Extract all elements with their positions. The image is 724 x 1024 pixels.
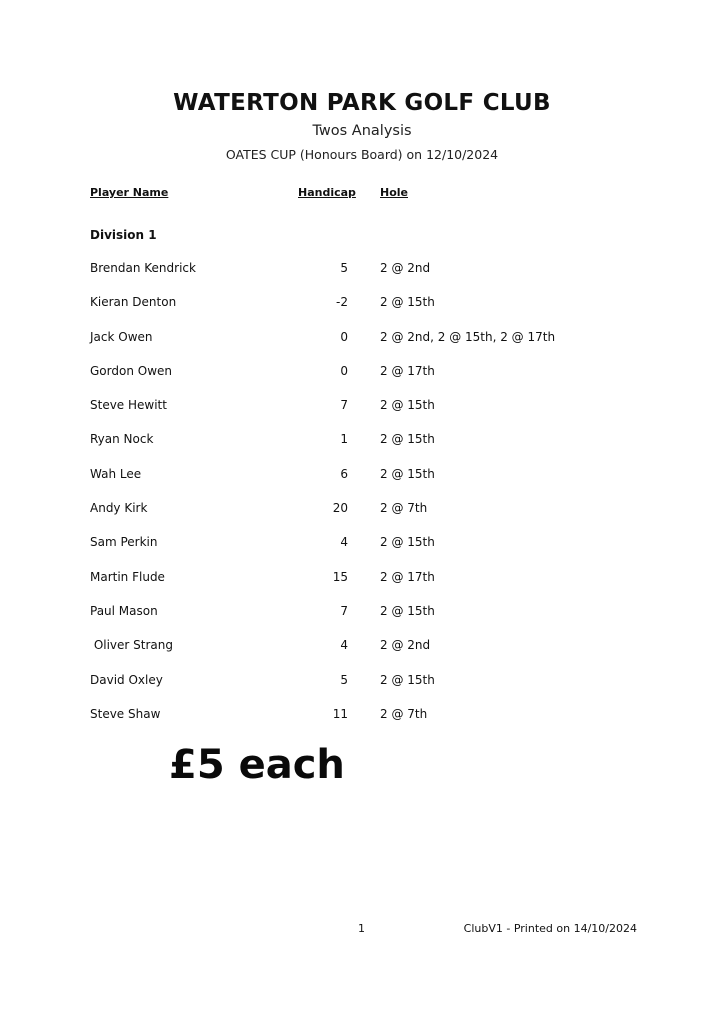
page-number: 1 <box>358 922 365 935</box>
player-list <box>0 259 724 739</box>
player-row <box>0 465 724 499</box>
player-handicap: 6 <box>340 466 348 481</box>
player-handicap: 0 <box>340 363 348 378</box>
player-row <box>0 671 724 705</box>
player-handicap: -2 <box>336 295 348 310</box>
player-row <box>0 602 724 636</box>
player-row <box>0 362 724 396</box>
player-hole: 2 @ 15th <box>380 295 435 310</box>
player-handicap: 15 <box>332 569 348 584</box>
player-name: Oliver Strang <box>90 638 173 653</box>
player-hole: 2 @ 15th <box>380 603 435 618</box>
fee-note: £5 each <box>169 742 345 788</box>
event-info: OATES CUP (Honours Board) on 12/10/2024 <box>225 147 499 162</box>
player-hole: 2 @ 15th <box>380 432 435 447</box>
player-name: Gordon Owen <box>90 363 172 378</box>
player-hole: 2 @ 7th <box>380 706 428 721</box>
player-handicap: 5 <box>340 672 348 687</box>
player-hole: 2 @ 15th <box>380 398 435 413</box>
player-hole: 2 @ 17th <box>380 569 435 584</box>
report-title: Twos Analysis <box>312 123 412 139</box>
player-hole: 2 @ 17th <box>380 363 435 378</box>
player-hole: 2 @ 15th <box>380 466 435 481</box>
player-hole: 2 @ 15th <box>380 535 435 550</box>
player-row <box>0 430 724 464</box>
player-handicap: 20 <box>332 501 348 516</box>
player-hole: 2 @ 2nd, 2 @ 15th, 2 @ 17th <box>380 329 556 344</box>
player-name: Sam Perkin <box>90 535 158 550</box>
player-row <box>0 259 724 293</box>
player-row <box>0 533 724 567</box>
club-title: WATERTON PARK GOLF CLUB <box>173 90 551 116</box>
player-row <box>0 396 724 430</box>
column-header-player-name: Player Name <box>90 186 169 199</box>
player-handicap: 1 <box>340 432 348 447</box>
player-name: Ryan Nock <box>90 432 154 447</box>
printed-info: ClubV1 - Printed on 14/10/2024 <box>463 922 637 935</box>
player-name: Brendan Kendrick <box>90 261 196 275</box>
player-hole: 2 @ 7th <box>380 501 428 516</box>
player-row <box>0 328 724 362</box>
player-handicap: 4 <box>340 638 348 653</box>
player-hole: 2 @ 15th <box>380 672 435 687</box>
player-name: Wah Lee <box>90 466 142 481</box>
player-row <box>0 636 724 670</box>
player-handicap: 7 <box>340 603 348 618</box>
player-handicap: 11 <box>332 706 348 721</box>
division-heading: Division 1 <box>90 228 157 242</box>
player-name: Kieran Denton <box>90 295 177 310</box>
player-handicap: 4 <box>340 535 348 550</box>
player-name: Paul Mason <box>90 603 158 618</box>
column-header-handicap: Handicap <box>298 186 356 199</box>
player-name: Steve Hewitt <box>90 398 167 413</box>
player-name: Martin Flude <box>90 569 165 584</box>
player-row <box>0 499 724 533</box>
player-row <box>0 568 724 602</box>
player-hole: 2 @ 2nd <box>380 638 431 653</box>
player-row <box>0 705 724 739</box>
column-header-hole: Hole <box>380 186 408 199</box>
player-name: Jack Owen <box>90 329 153 344</box>
player-name: Andy Kirk <box>90 501 148 516</box>
player-handicap: 0 <box>340 329 348 344</box>
player-handicap: 5 <box>340 261 348 275</box>
player-name: Steve Shaw <box>90 706 161 721</box>
player-hole: 2 @ 2nd <box>380 261 431 275</box>
player-handicap: 7 <box>340 398 348 413</box>
player-name: David Oxley <box>90 672 163 687</box>
player-row <box>0 293 724 327</box>
